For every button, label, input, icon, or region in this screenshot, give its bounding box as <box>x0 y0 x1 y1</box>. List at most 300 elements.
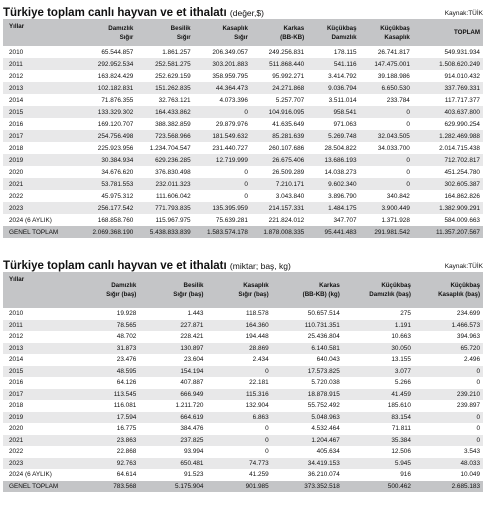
table1-value-cell: 3.043.840 <box>275 192 305 200</box>
table1-year-cell: GENEL TOPLAM <box>9 228 59 236</box>
table1-value-cell: 71.876.355 <box>101 96 134 104</box>
table1-header-label: Sığır <box>176 33 191 41</box>
table1-value-cell: 388.382.859 <box>155 120 191 128</box>
table1-value-cell: 254.756.498 <box>97 132 134 140</box>
table1-value-cell: 111.606.042 <box>156 192 191 200</box>
table1-header-cell <box>360 19 413 46</box>
table1-value-cell: 629.236.285 <box>155 156 191 164</box>
table1-value-cell: 914.010.432 <box>444 72 480 80</box>
table1-value-cell: 26.509.289 <box>272 168 305 176</box>
table2-value-cell: 130.897 <box>180 344 204 352</box>
table2-header-cell <box>206 272 271 308</box>
table1-row <box>3 82 483 94</box>
table2-header-label: Sığır (baş) <box>106 291 137 298</box>
table1-value-cell: 1.234.704.547 <box>149 144 191 152</box>
table2-value-cell: 2.496 <box>464 356 481 364</box>
table1-header-cell <box>70 19 136 46</box>
table2-value-cell: 34.419.153 <box>307 459 340 467</box>
table2-value-cell: 783.568 <box>113 482 137 490</box>
table2-row <box>3 377 483 389</box>
table1-row <box>3 154 483 166</box>
table2-value-cell: 0 <box>265 436 269 444</box>
table1-value-cell: 206.349.057 <box>212 48 248 56</box>
table2-value-cell: 74.773 <box>249 459 269 467</box>
table1-year-cell: 2015 <box>9 108 24 116</box>
table2-value-cell: 25.436.804 <box>307 333 340 341</box>
table2-year-cell: 2016 <box>9 379 24 387</box>
table2-value-cell: 916 <box>400 471 411 479</box>
table2-value-cell: 23.604 <box>183 356 204 364</box>
table1-row <box>3 94 483 106</box>
table2-year-cell: 2012 <box>9 333 24 341</box>
table1-value-cell: 337.769.331 <box>444 84 480 92</box>
table1-value-cell: 233.784 <box>386 96 410 104</box>
table2-year-cell: 2014 <box>9 356 24 364</box>
table2-value-cell: 407.887 <box>180 379 204 387</box>
table1-value-cell: 9.036.794 <box>328 84 357 92</box>
table2-value-cell: 6.863 <box>252 413 269 421</box>
table1-value-cell: 30.384.934 <box>101 156 134 164</box>
table1-value-cell: 723.568.966 <box>155 132 191 140</box>
table2-row <box>3 331 483 343</box>
table1-value-cell: 65.544.857 <box>101 48 134 56</box>
table1-value-cell: 14.038.273 <box>324 168 357 176</box>
quantity-table-title <box>3 260 291 272</box>
table2-value-cell: 118.578 <box>246 310 269 318</box>
table1-value-cell: 340.842 <box>386 192 410 200</box>
table2-value-cell: 16.775 <box>116 425 137 433</box>
table2-year-cell: GENEL TOPLAM <box>9 482 59 490</box>
table2-value-cell: 64.614 <box>116 471 137 479</box>
table2-header-cell <box>71 272 139 308</box>
table2-row <box>3 308 483 320</box>
table2-value-cell: 0 <box>476 425 481 433</box>
table1-value-cell: 302.605.387 <box>444 180 480 188</box>
table2-value-cell: 5.945 <box>394 459 411 467</box>
table1-value-cell: 3.414.792 <box>328 72 357 80</box>
table2-row <box>3 435 483 447</box>
table1-value-cell: 5.269.748 <box>328 132 357 140</box>
table2-value-cell: 500.462 <box>387 482 411 490</box>
table1-value-cell: 0 <box>406 156 410 164</box>
table2-value-cell: 185.610 <box>387 402 411 410</box>
table2-header-label: Küçükbaş <box>381 282 411 289</box>
table1-row <box>3 202 483 214</box>
table1-header-cell <box>136 19 193 46</box>
table1-header-label: Besilik <box>170 24 191 32</box>
table2-value-cell: 91.523 <box>183 471 204 479</box>
table2-value-cell: 22.181 <box>249 379 269 387</box>
table2-header-label: Karkas <box>319 282 340 289</box>
table2-value-cell: 0 <box>476 379 481 387</box>
table1-value-cell: 7.210.171 <box>275 180 305 188</box>
table2-value-cell: 2.685.183 <box>451 482 481 490</box>
table1-value-cell: 24.271.868 <box>272 84 305 92</box>
table1-year-cell: 2010 <box>9 48 24 56</box>
table1-value-cell: 151.262.835 <box>155 84 191 92</box>
table2-value-cell: 55.752.492 <box>307 402 340 410</box>
table2-value-cell: 5.720.038 <box>311 379 340 387</box>
table1-value-cell: 39.188.986 <box>377 72 410 80</box>
table2-value-cell: 664.619 <box>180 413 204 421</box>
table2-row <box>3 366 483 378</box>
table1-year-cell: 2020 <box>9 168 24 176</box>
table2-value-cell: 116.081 <box>113 402 137 410</box>
table1-value-cell: 292.952.534 <box>97 60 134 68</box>
table2-value-cell: 239.897 <box>456 402 481 410</box>
table2-value-cell: 1.204.467 <box>311 436 340 444</box>
table2-year-cell: 2023 <box>9 459 24 467</box>
table2-value-cell: 19.928 <box>116 310 137 318</box>
table2-row <box>3 389 483 401</box>
table1-value-cell: 347.707 <box>333 216 357 224</box>
table1-value-cell: 133.329.302 <box>97 108 134 116</box>
table2-header-label: Kasaplık <box>243 282 269 289</box>
table1-value-cell: 291.981.542 <box>374 228 410 236</box>
table1-header-label: Damızlık <box>108 24 134 32</box>
value-table-title <box>3 7 264 19</box>
table1-value-cell: 181.549.632 <box>212 132 248 140</box>
table1-header-label: TOPLAM <box>453 29 480 36</box>
table2-value-cell: 132.904 <box>245 402 269 410</box>
table2-row <box>3 446 483 458</box>
table2-year-cell: 2019 <box>9 413 24 421</box>
table2-row <box>3 469 483 481</box>
table2-value-cell: 83.154 <box>391 413 411 421</box>
table2-value-cell: 22.868 <box>116 448 137 456</box>
value-table-source: Kaynak:TÜİK <box>444 10 483 17</box>
table2-header-label: Damızlık (baş) <box>369 291 411 298</box>
table2-value-cell: 23.863 <box>116 436 137 444</box>
table1-value-cell: 164.862.826 <box>444 192 480 200</box>
table1-row <box>3 130 483 142</box>
table1-header-label: Sığır <box>119 33 134 41</box>
table2-value-cell: 110.731.351 <box>304 321 340 329</box>
table1-value-cell: 13.686.193 <box>324 156 357 164</box>
table2-value-cell: 48.033 <box>460 459 481 467</box>
table2-year-cell: 2022 <box>9 448 24 456</box>
table1-value-cell: 44.364.473 <box>215 84 248 92</box>
table1-value-cell: 147.475.001 <box>374 60 410 68</box>
table1-year-cell: 2019 <box>9 156 24 164</box>
table2-value-cell: 6.140.581 <box>311 344 340 352</box>
table1-value-cell: 541.116 <box>333 60 357 68</box>
table2-value-cell: 10.049 <box>460 471 481 479</box>
table2-value-cell: 64.126 <box>116 379 137 387</box>
table2-value-cell: 405.634 <box>316 448 340 456</box>
table2-header-cell <box>414 272 483 308</box>
table1-value-cell: 451.254.780 <box>444 168 480 176</box>
table2-header-cell <box>3 272 71 308</box>
table2-header-cell <box>139 272 206 308</box>
table1-value-cell: 1.371.928 <box>381 216 410 224</box>
table2-value-cell: 48.595 <box>116 367 137 375</box>
table1-value-cell: 0 <box>406 120 410 128</box>
table1-value-cell: 53.781.553 <box>101 180 134 188</box>
table2-value-cell: 36.210.074 <box>307 471 340 479</box>
table2-value-cell: 1.211.720 <box>175 402 204 410</box>
table1-value-cell: 3.896.790 <box>328 192 357 200</box>
table1-value-cell: 0 <box>406 108 410 116</box>
table2-value-cell: 650.481 <box>180 459 204 467</box>
table2-value-cell: 901.985 <box>245 482 269 490</box>
table1-header-label: Küçükbaş <box>326 24 357 32</box>
table1-value-cell: 0 <box>244 108 248 116</box>
table1-value-cell: 1.861.257 <box>162 48 191 56</box>
table1-year-cell: 2012 <box>9 72 24 80</box>
value-table-unit: (değer,$) <box>229 8 264 18</box>
table1-value-cell: 9.602.340 <box>328 180 357 188</box>
table1-value-cell: 771.793.835 <box>155 204 191 212</box>
table2-value-cell: 3.543 <box>464 448 481 456</box>
table1-value-cell: 5.438.833.839 <box>149 228 191 236</box>
table2-header-label: Küçükbaş <box>450 282 481 289</box>
table2-value-cell: 5.048.963 <box>311 413 340 421</box>
table1-header-cell <box>251 19 307 46</box>
table1-value-cell: 712.702.817 <box>444 156 480 164</box>
table1-value-cell: 971.063 <box>333 120 357 128</box>
table1-value-cell: 178.115 <box>333 48 357 56</box>
table2-year-cell: 2010 <box>9 310 24 318</box>
table2-header-label: Kasaplık (baş) <box>438 291 481 298</box>
table1-value-cell: 32.763.121 <box>158 96 191 104</box>
table1-value-cell: 29.879.976 <box>215 120 248 128</box>
table2-value-cell: 234.699 <box>456 310 481 318</box>
table2-total-row <box>3 481 483 493</box>
value-table-body <box>3 46 483 238</box>
table2-value-cell: 65.720 <box>460 344 481 352</box>
table2-value-cell: 0 <box>476 436 481 444</box>
table1-header-label: Karkas <box>283 24 305 32</box>
table1-row <box>3 190 483 202</box>
table1-value-cell: 2.069.368.190 <box>92 228 134 236</box>
table2-value-cell: 41.459 <box>391 390 411 398</box>
table1-value-cell: 102.182.831 <box>97 84 134 92</box>
table2-value-cell: 154.194 <box>180 367 204 375</box>
table1-year-cell: 2018 <box>9 144 24 152</box>
table1-header-label: Kasaplık <box>222 24 248 32</box>
table2-value-cell: 227.871 <box>180 321 204 329</box>
table2-value-cell: 640.043 <box>316 356 340 364</box>
table1-year-cell: 2023 <box>9 204 24 212</box>
quantity-table-title-bar <box>3 256 483 272</box>
table1-value-cell: 95.992.271 <box>272 72 305 80</box>
quantity-table-header <box>3 272 483 308</box>
table1-value-cell: 3.511.014 <box>328 96 357 104</box>
table2-year-cell: 2024 (6 AYLIK) <box>9 471 52 479</box>
table1-value-cell: 75.639.281 <box>215 216 248 224</box>
table1-value-cell: 260.107.686 <box>268 144 305 152</box>
table1-value-cell: 549.931.934 <box>444 48 480 56</box>
table2-value-cell: 93.994 <box>183 448 204 456</box>
table2-value-cell: 10.663 <box>391 333 411 341</box>
table2-value-cell: 5.266 <box>394 379 411 387</box>
value-table-header <box>3 19 483 46</box>
table2-year-cell: 2013 <box>9 344 24 352</box>
table1-value-cell: 117.717.377 <box>444 96 480 104</box>
table1-year-cell: 2011 <box>9 60 23 68</box>
table1-value-cell: 1.282.469.988 <box>439 132 480 140</box>
table2-value-cell: 2.434 <box>252 356 269 364</box>
table1-value-cell: 214.157.331 <box>268 204 305 212</box>
table1-value-cell: 0 <box>244 180 248 188</box>
table2-year-cell: 2015 <box>9 367 24 375</box>
table2-year-cell: 2018 <box>9 402 24 410</box>
table1-value-cell: 26.675.406 <box>272 156 305 164</box>
table2-value-cell: 666.949 <box>180 390 204 398</box>
table2-value-cell: 78.565 <box>116 321 137 329</box>
table1-year-cell: 2014 <box>9 96 24 104</box>
table2-value-cell: 30.050 <box>391 344 411 352</box>
table1-row <box>3 46 483 58</box>
table1-year-cell: 2013 <box>9 84 24 92</box>
table2-value-cell: 194.448 <box>245 333 269 341</box>
value-table-title-text: Türkiye toplam canlı hayvan ve et ithalatı <box>3 7 227 19</box>
table1-value-cell: 958.541 <box>333 108 357 116</box>
table1-value-cell: 4.073.396 <box>219 96 248 104</box>
table1-value-cell: 34.033.700 <box>377 144 410 152</box>
table1-value-cell: 168.858.760 <box>97 216 134 224</box>
table1-value-cell: 403.637.800 <box>444 108 480 116</box>
table2-header-label: (BB-KB) (kg) <box>302 291 340 298</box>
table1-value-cell: 26.741.817 <box>377 48 410 56</box>
table2-row <box>3 343 483 355</box>
table2-header-cell <box>272 272 343 308</box>
table1-header-label: Damızlık <box>331 33 357 41</box>
table1-row <box>3 142 483 154</box>
table2-value-cell: 92.763 <box>116 459 137 467</box>
table1-value-cell: 249.256.831 <box>268 48 305 56</box>
table1-value-cell: 115.967.975 <box>155 216 191 224</box>
table2-header-cell <box>343 272 414 308</box>
table1-row <box>3 214 483 226</box>
table1-value-cell: 32.043.505 <box>377 132 410 140</box>
table1-value-cell: 85.281.639 <box>272 132 305 140</box>
table2-value-cell: 28.869 <box>249 344 269 352</box>
table2-value-cell: 0 <box>265 425 269 433</box>
table2-value-cell: 71.811 <box>391 425 411 433</box>
table1-value-cell: 12.719.999 <box>215 156 248 164</box>
table1-header-label: (BB-KB) <box>280 33 305 41</box>
table2-value-cell: 0 <box>265 448 269 456</box>
table1-header-cell <box>307 19 359 46</box>
table2-value-cell: 237.825 <box>180 436 204 444</box>
table1-value-cell: 135.395.959 <box>212 204 248 212</box>
table1-value-cell: 1.583.574.178 <box>207 228 248 236</box>
table2-year-cell: 2021 <box>9 436 24 444</box>
table2-header-label: Yıllar <box>9 276 25 283</box>
table2-value-cell: 0 <box>476 367 481 375</box>
table1-row <box>3 118 483 130</box>
table2-value-cell: 12.506 <box>391 448 411 456</box>
table1-header-cell <box>194 19 251 46</box>
table1-value-cell: 511.868.440 <box>269 60 305 68</box>
table1-value-cell: 1.484.175 <box>328 204 357 212</box>
table1-year-cell: 2017 <box>9 132 24 140</box>
table1-value-cell: 164.433.862 <box>155 108 191 116</box>
table2-row <box>3 458 483 470</box>
table1-value-cell: 169.120.707 <box>97 120 134 128</box>
table2-header-label: Sığır (baş) <box>238 291 269 298</box>
table2-row <box>3 320 483 332</box>
table2-value-cell: 35.384 <box>391 436 411 444</box>
table2-row <box>3 423 483 435</box>
table1-value-cell: 45.975.312 <box>101 192 134 200</box>
table1-header-label: Küçükbaş <box>380 24 410 32</box>
quantity-table-unit: (miktar; baş, kg) <box>229 261 291 271</box>
table1-value-cell: 28.504.822 <box>324 144 357 152</box>
table1-value-cell: 221.824.012 <box>268 216 305 224</box>
table1-value-cell: 2.014.715.438 <box>439 144 480 152</box>
table1-value-cell: 0 <box>244 168 248 176</box>
table1-value-cell: 3.900.449 <box>381 204 410 212</box>
table1-header-label: Sığır <box>234 33 248 41</box>
table1-value-cell: 358.959.795 <box>212 72 248 80</box>
table1-value-cell: 231.440.727 <box>212 144 248 152</box>
table2-value-cell: 1.466.573 <box>451 321 481 329</box>
table2-value-cell: 275 <box>400 310 411 318</box>
table2-value-cell: 394.963 <box>456 333 481 341</box>
table2-value-cell: 164.360 <box>245 321 269 329</box>
table2-year-cell: 2020 <box>9 425 24 433</box>
table1-value-cell: 232.011.323 <box>155 180 191 188</box>
table1-value-cell: 0 <box>406 168 410 176</box>
table2-value-cell: 48.702 <box>116 333 137 341</box>
table1-value-cell: 303.201.883 <box>212 60 248 68</box>
table2-row <box>3 412 483 424</box>
table1-year-cell: 2021 <box>9 180 24 188</box>
table1-row <box>3 70 483 82</box>
quantity-table-source: Kaynak:TÜİK <box>444 263 483 270</box>
table1-row <box>3 178 483 190</box>
table1-value-cell: 1.382.909.291 <box>439 204 480 212</box>
table2-header-label: Sığır (baş) <box>173 291 204 298</box>
table1-header-label: Kasaplık <box>384 33 410 41</box>
table1-value-cell: 256.177.542 <box>97 204 134 212</box>
table1-value-cell: 376.830.498 <box>155 168 191 176</box>
table2-value-cell: 18.878.915 <box>307 390 340 398</box>
table1-value-cell: 11.357.207.567 <box>436 228 480 236</box>
table1-year-cell: 2022 <box>9 192 24 200</box>
table1-value-cell: 629.990.254 <box>444 120 480 128</box>
table1-row <box>3 106 483 118</box>
table2-value-cell: 228.421 <box>180 333 204 341</box>
table2-value-cell: 384.476 <box>180 425 204 433</box>
table1-header-cell <box>413 19 483 46</box>
table2-header-label: Damızlık <box>111 282 137 289</box>
table1-row <box>3 58 483 70</box>
table2-value-cell: 3.077 <box>394 367 411 375</box>
table1-value-cell: 41.635.649 <box>272 120 305 128</box>
table1-year-cell: 2016 <box>9 120 24 128</box>
table2-row <box>3 354 483 366</box>
table2-year-cell: 2011 <box>9 321 23 329</box>
table2-value-cell: 50.657.514 <box>307 310 340 318</box>
value-import-table <box>3 3 483 238</box>
table2-value-cell: 113.545 <box>113 390 137 398</box>
table2-year-cell: 2017 <box>9 390 24 398</box>
table1-value-cell: 0 <box>244 192 248 200</box>
table1-row <box>3 166 483 178</box>
table2-header-label: Besilik <box>183 282 204 289</box>
table2-value-cell: 4.532.464 <box>311 425 340 433</box>
table1-value-cell: 252.629.159 <box>155 72 191 80</box>
table1-header-cell <box>3 19 70 46</box>
table1-value-cell: 34.676.620 <box>101 168 134 176</box>
quantity-table-body <box>3 308 483 492</box>
table2-value-cell: 0 <box>265 367 269 375</box>
table1-header-label: Yıllar <box>9 23 25 30</box>
